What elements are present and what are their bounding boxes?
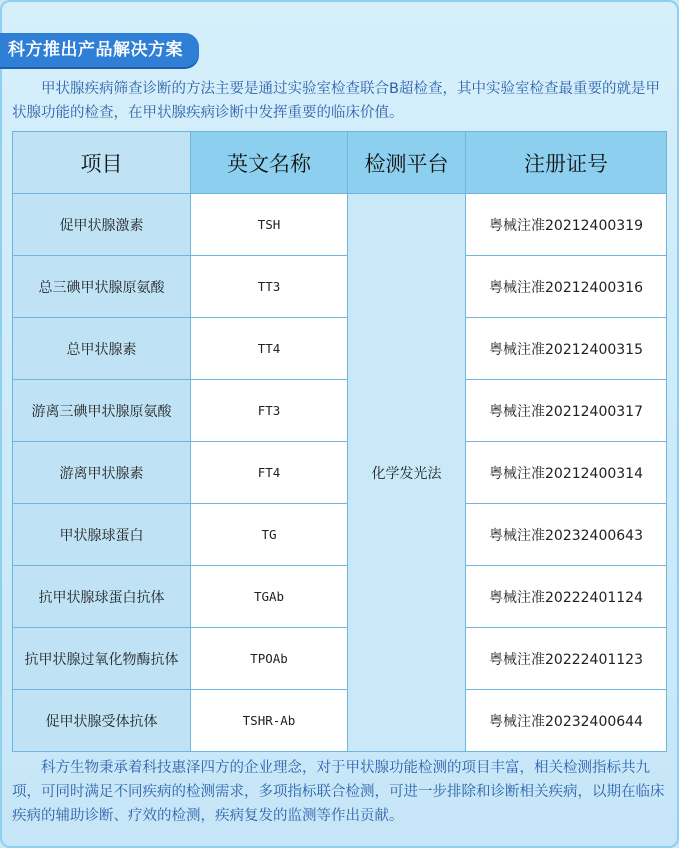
english-name: FT4 <box>191 442 348 504</box>
product-table <box>12 131 667 752</box>
registration-number: 粤械注准20212400315 <box>466 318 667 380</box>
registration-number: 粤械注准20222401124 <box>466 566 667 628</box>
item-name: 甲状腺球蛋白 <box>13 504 191 566</box>
english-name: TPOAb <box>191 628 348 690</box>
item-name: 游离甲状腺素 <box>13 442 191 504</box>
table-row <box>13 380 667 442</box>
item-name: 抗甲状腺过氧化物酶抗体 <box>13 628 191 690</box>
english-name: TSHR-Ab <box>191 690 348 752</box>
english-name: TGAb <box>191 566 348 628</box>
english-name: FT3 <box>191 380 348 442</box>
header-english: 英文名称 <box>191 132 348 194</box>
outro-paragraph: 科方生物秉承着科技惠泽四方的企业理念，对于甲状腺功能检测的项目丰富，相关检测指标共九项，可同时满足不同疾病的检测需求，多项指标联合检测，可进一步排除和诊断相关疾病，以期在临床疾病的辅助诊断、疗效的检测，疾病复发的监测等作出贡献。 <box>12 760 665 824</box>
table-row <box>13 318 667 380</box>
item-name: 总甲状腺素 <box>13 318 191 380</box>
registration-number: 粤械注准20222401123 <box>466 628 667 690</box>
item-name: 促甲状腺激素 <box>13 194 191 256</box>
section-title-banner <box>0 33 199 67</box>
table-header-row <box>13 132 667 194</box>
section-title: 科方推出产品解决方案 <box>8 40 183 60</box>
header-registration: 注册证号 <box>466 132 667 194</box>
item-name: 总三碘甲状腺原氨酸 <box>13 256 191 318</box>
registration-number: 粤械注准20212400316 <box>466 256 667 318</box>
registration-number: 粤械注准20212400317 <box>466 380 667 442</box>
header-platform: 检测平台 <box>348 132 466 194</box>
table-row <box>13 566 667 628</box>
platform-cell: 化学发光法 <box>348 194 466 752</box>
table-row <box>13 442 667 504</box>
intro-paragraph: 甲状腺疾病筛查诊断的方法主要是通过实验室检查联合B超检查，其中实验室检查最重要的就是甲状腺功能的检查，在甲状腺疾病诊断中发挥重要的临床价值。 <box>12 81 660 121</box>
table-row <box>13 194 667 256</box>
table-row <box>13 628 667 690</box>
registration-number: 粤械注准20212400319 <box>466 194 667 256</box>
item-name: 游离三碘甲状腺原氨酸 <box>13 380 191 442</box>
table-row <box>13 504 667 566</box>
english-name: TT3 <box>191 256 348 318</box>
registration-number: 粤械注准20232400644 <box>466 690 667 752</box>
english-name: TSH <box>191 194 348 256</box>
item-name: 促甲状腺受体抗体 <box>13 690 191 752</box>
table-row <box>13 690 667 752</box>
table-row <box>13 256 667 318</box>
registration-number: 粤械注准20212400314 <box>466 442 667 504</box>
header-item: 项目 <box>13 132 191 194</box>
english-name: TT4 <box>191 318 348 380</box>
registration-number: 粤械注准20232400643 <box>466 504 667 566</box>
english-name: TG <box>191 504 348 566</box>
item-name: 抗甲状腺球蛋白抗体 <box>13 566 191 628</box>
